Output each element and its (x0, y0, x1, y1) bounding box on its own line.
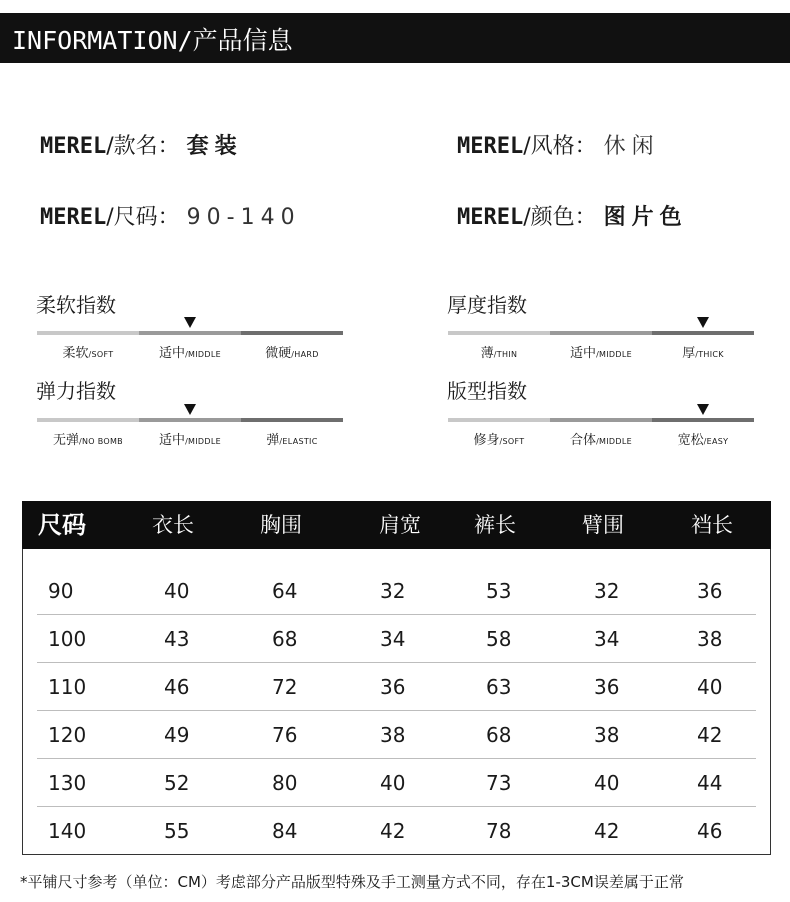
table-cell: 130 (48, 771, 87, 795)
row-divider (37, 662, 756, 663)
table-cell: 120 (48, 723, 87, 747)
table-header-cell: 臂围 (582, 513, 624, 537)
index-option-label: 适中/MIDDLE (570, 346, 632, 361)
row-divider (37, 758, 756, 759)
index-option-label: 宽松/EASY (677, 433, 729, 448)
table-cell: 46 (164, 675, 190, 699)
table-cell: 49 (164, 723, 190, 747)
table-cell: 38 (697, 627, 723, 651)
info-value-color: 图片色 (603, 205, 688, 230)
table-row (23, 616, 770, 663)
table-header-cell: 衣长 (152, 513, 194, 537)
footnote: *平铺尺寸参考（单位：CM）考虑部分产品版型特殊及手工测量方式不同，存在1-3CM误差属于正常 (20, 873, 684, 891)
table-cell: 42 (594, 819, 620, 843)
index-title: 版型指数 (447, 379, 527, 403)
table-cell: 44 (697, 771, 723, 795)
index-scale-bar (37, 418, 343, 422)
table-header-cell: 裤长 (474, 513, 516, 537)
table-cell: 84 (272, 819, 298, 843)
table-cell: 78 (486, 819, 512, 843)
info-item-color (457, 200, 688, 231)
index-scale-segment (139, 331, 241, 335)
info-item-size (40, 200, 301, 231)
row-divider (37, 710, 756, 711)
row-divider (37, 806, 756, 807)
index-scale-bar (448, 418, 754, 422)
index-selected-marker-icon (697, 317, 709, 328)
index-scale-segment (37, 418, 139, 422)
table-cell: 68 (272, 627, 298, 651)
table-cell: 76 (272, 723, 298, 747)
index-title: 厚度指数 (447, 293, 527, 317)
table-cell: 58 (486, 627, 512, 651)
table-cell: 64 (272, 579, 298, 603)
table-header-cell: 肩宽 (379, 513, 421, 537)
row-divider (37, 614, 756, 615)
table-cell: 40 (380, 771, 406, 795)
table-cell: 52 (164, 771, 190, 795)
info-value-name: 套装 (186, 134, 243, 159)
table-cell: 90 (48, 579, 74, 603)
section-header (0, 13, 790, 63)
index-option-label: 微硬/HARD (265, 346, 319, 361)
index-scale-segment (550, 331, 652, 335)
section-title: INFORMATION/产品信息 (12, 26, 293, 55)
index-scale-segment (37, 331, 139, 335)
table-cell: 40 (164, 579, 190, 603)
table-row (23, 664, 770, 711)
table-cell: 36 (697, 579, 723, 603)
index-scale-bar (448, 331, 754, 335)
table-cell: 40 (594, 771, 620, 795)
table-cell: 53 (486, 579, 512, 603)
info-value-style: 休闲 (603, 134, 660, 159)
index-scale-segment (550, 418, 652, 422)
index-selected-marker-icon (184, 404, 196, 415)
table-cell: 68 (486, 723, 512, 747)
index-scale-bar (37, 331, 343, 335)
index-option-label: 弹/ELASTIC (266, 433, 318, 448)
index-selected-marker-icon (697, 404, 709, 415)
index-title: 柔软指数 (36, 293, 116, 317)
size-table-body (22, 549, 771, 855)
table-cell: 36 (380, 675, 406, 699)
index-selected-marker-icon (184, 317, 196, 328)
info-label-color: MEREL/颜色： (457, 205, 597, 230)
table-cell: 43 (164, 627, 190, 651)
info-item-name (40, 129, 243, 160)
table-cell: 140 (48, 819, 87, 843)
table-row (23, 760, 770, 807)
table-cell: 73 (486, 771, 512, 795)
size-table-header (22, 501, 771, 549)
index-option-label: 薄/THIN (480, 346, 518, 361)
index-title: 弹力指数 (36, 379, 116, 403)
table-cell: 38 (380, 723, 406, 747)
table-cell: 42 (697, 723, 723, 747)
index-scale-segment (652, 418, 754, 422)
table-cell: 34 (380, 627, 406, 651)
table-cell: 72 (272, 675, 298, 699)
index-option-label: 适中/MIDDLE (159, 346, 221, 361)
index-option-label: 柔软/SOFT (62, 346, 114, 361)
index-option-label: 厚/THICK (682, 346, 724, 361)
table-cell: 55 (164, 819, 190, 843)
index-option-label: 无弹/NO BOMB (53, 433, 123, 448)
table-cell: 36 (594, 675, 620, 699)
table-cell: 42 (380, 819, 406, 843)
table-row (23, 712, 770, 759)
index-scale-segment (652, 331, 754, 335)
index-scale-segment (448, 418, 550, 422)
index-scale-segment (139, 418, 241, 422)
table-header-cell: 裆长 (691, 513, 733, 537)
table-cell: 38 (594, 723, 620, 747)
table-row (23, 808, 770, 855)
index-scale-segment (241, 331, 343, 335)
index-scale-segment (448, 331, 550, 335)
table-cell: 34 (594, 627, 620, 651)
info-label-name: MEREL/款名： (40, 134, 180, 159)
table-cell: 80 (272, 771, 298, 795)
table-cell: 110 (48, 675, 87, 699)
table-header-cell: 尺码 (38, 511, 86, 539)
info-label-style: MEREL/风格： (457, 134, 597, 159)
index-option-label: 适中/MIDDLE (159, 433, 221, 448)
index-option-label: 合体/MIDDLE (570, 433, 632, 448)
table-cell: 32 (380, 579, 406, 603)
table-cell: 100 (48, 627, 87, 651)
info-item-style (457, 129, 660, 160)
index-option-label: 修身/SOFT (473, 433, 525, 448)
info-label-size: MEREL/尺码： (40, 205, 180, 230)
table-row (23, 568, 770, 615)
table-cell: 32 (594, 579, 620, 603)
info-value-size: 90-140 (186, 205, 301, 230)
index-scale-segment (241, 418, 343, 422)
table-cell: 40 (697, 675, 723, 699)
table-cell: 46 (697, 819, 723, 843)
table-cell: 63 (486, 675, 512, 699)
table-header-cell: 胸围 (260, 513, 302, 537)
